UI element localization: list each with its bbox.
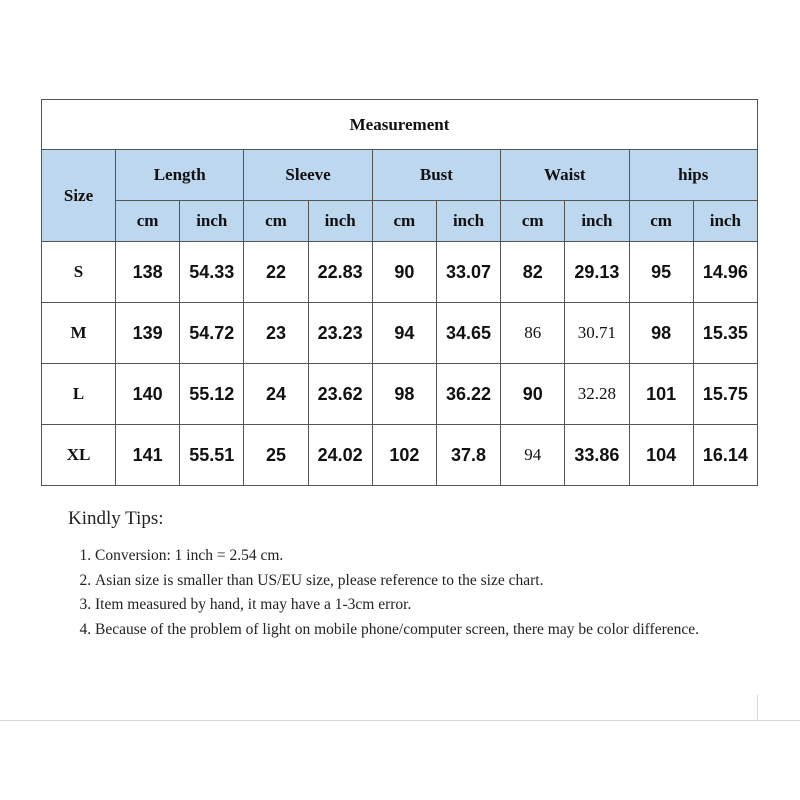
value-cell: 29.13 [565, 242, 629, 303]
unit-header-inch: inch [565, 201, 629, 242]
table-title: Measurement [42, 100, 758, 150]
frame-line [757, 695, 758, 720]
value-cell: 33.86 [565, 425, 629, 486]
value-cell: 34.65 [436, 303, 500, 364]
unit-header-inch: inch [693, 201, 757, 242]
value-cell: 14.96 [693, 242, 757, 303]
value-cell: 23.62 [308, 364, 372, 425]
value-cell: 15.35 [693, 303, 757, 364]
tip-item: 4. Because of the problem of light on mobile phone/computer screen, there may be color difference. [95, 618, 705, 643]
table-row [42, 242, 758, 303]
unit-header-cm: cm [501, 201, 565, 242]
value-cell: 140 [116, 364, 180, 425]
value-cell: 90 [501, 364, 565, 425]
value-cell: 22.83 [308, 242, 372, 303]
value-cell: 98 [372, 364, 436, 425]
size-cell: L [42, 364, 116, 425]
column-group-hips: hips [629, 150, 758, 201]
column-group-sleeve: Sleeve [244, 150, 372, 201]
tip-item: 1. Conversion: 1 inch = 2.54 cm. [95, 544, 705, 569]
value-cell: 141 [116, 425, 180, 486]
value-cell: 25 [244, 425, 308, 486]
tips-list [68, 544, 705, 642]
value-cell: 33.07 [436, 242, 500, 303]
value-cell: 98 [629, 303, 693, 364]
value-cell: 22 [244, 242, 308, 303]
size-cell: XL [42, 425, 116, 486]
value-cell: 86 [501, 303, 565, 364]
frame-line [0, 720, 800, 721]
value-cell: 32.28 [565, 364, 629, 425]
unit-header-inch: inch [308, 201, 372, 242]
value-cell: 139 [116, 303, 180, 364]
value-cell: 24 [244, 364, 308, 425]
value-cell: 82 [501, 242, 565, 303]
tips-title: Kindly Tips: [68, 508, 164, 529]
value-cell: 102 [372, 425, 436, 486]
value-cell: 23.23 [308, 303, 372, 364]
value-cell: 15.75 [693, 364, 757, 425]
value-cell: 101 [629, 364, 693, 425]
column-group-waist: Waist [501, 150, 629, 201]
value-cell: 30.71 [565, 303, 629, 364]
value-cell: 37.8 [436, 425, 500, 486]
value-cell: 24.02 [308, 425, 372, 486]
size-cell: S [42, 242, 116, 303]
value-cell: 16.14 [693, 425, 757, 486]
value-cell: 23 [244, 303, 308, 364]
value-cell: 55.51 [180, 425, 244, 486]
unit-header-inch: inch [180, 201, 244, 242]
value-cell: 95 [629, 242, 693, 303]
kindly-tips [68, 508, 705, 642]
column-group-length: Length [116, 150, 244, 201]
value-cell: 90 [372, 242, 436, 303]
value-cell: 54.33 [180, 242, 244, 303]
unit-header-cm: cm [116, 201, 180, 242]
unit-header-inch: inch [436, 201, 500, 242]
size-header: Size [42, 150, 116, 242]
table-row [42, 425, 758, 486]
unit-header-cm: cm [629, 201, 693, 242]
column-group-bust: Bust [372, 150, 500, 201]
table-row [42, 303, 758, 364]
value-cell: 94 [372, 303, 436, 364]
value-cell: 55.12 [180, 364, 244, 425]
unit-header-cm: cm [372, 201, 436, 242]
value-cell: 138 [116, 242, 180, 303]
value-cell: 94 [501, 425, 565, 486]
tip-item: 2. Asian size is smaller than US/EU size, please reference to the size chart. [95, 569, 705, 594]
value-cell: 36.22 [436, 364, 500, 425]
value-cell: 104 [629, 425, 693, 486]
unit-header-cm: cm [244, 201, 308, 242]
size-cell: M [42, 303, 116, 364]
size-chart-table [41, 99, 758, 486]
tip-item: 3. Item measured by hand, it may have a 1-3cm error. [95, 593, 705, 618]
value-cell: 54.72 [180, 303, 244, 364]
table-row [42, 364, 758, 425]
